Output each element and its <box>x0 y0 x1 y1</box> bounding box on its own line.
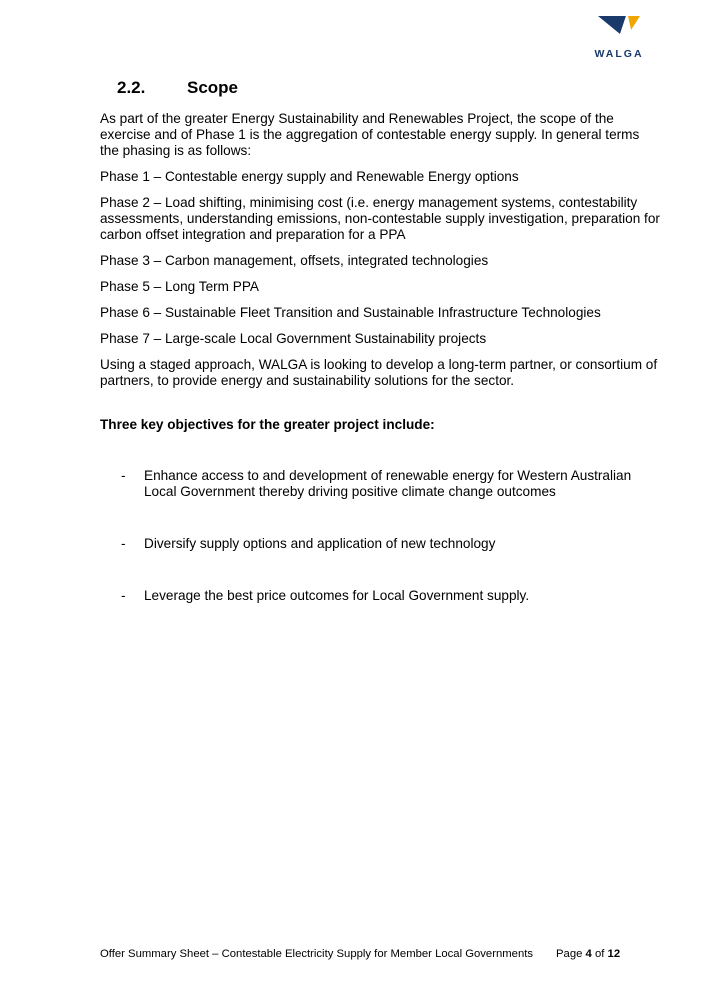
objective-text: Diversify supply options and application of new technology <box>144 536 496 551</box>
intro-paragraph: As part of the greater Energy Sustainability and Renewables Project, the scope of the exercise and of Phase 1 is the aggregation of contestable energy supply. In general terms the phasing is as follows: <box>100 111 640 158</box>
page-total: 12 <box>607 948 621 960</box>
objective-text: Leverage the best price outcomes for Local Government supply. <box>144 588 530 603</box>
main-content <box>100 111 660 604</box>
list-item <box>100 588 660 604</box>
page-current: 4 <box>585 948 592 960</box>
phase-3: Phase 3 – Carbon management, offsets, integrated technologies <box>100 253 489 268</box>
phase-2: Phase 2 – Load shifting, minimising cost (i.e. energy management systems, contestability assessments, understanding emissions, non-contestable supply investigation, preparation for carbon offset integration and preparation for a PPA <box>100 195 660 242</box>
section-number: 2.2. <box>117 78 146 97</box>
objectives-heading: Three key objectives for the greater project include: <box>100 417 435 432</box>
walga-logo <box>590 16 648 62</box>
page-number <box>556 948 620 960</box>
list-item <box>100 468 660 500</box>
footer-text: Offer Summary Sheet – Contestable Electricity Supply for Member Local Governments <box>100 948 534 960</box>
phase-1: Phase 1 – Contestable energy supply and Renewable Energy options <box>100 169 519 184</box>
phase-5: Phase 5 – Long Term PPA <box>100 279 259 294</box>
bullet-dash: - <box>121 468 126 483</box>
list-item <box>100 536 660 552</box>
objective-text: Enhance access to and development of renewable energy for Western Australian Local Government thereby driving positive climate change outcomes <box>144 468 632 499</box>
walga-logo-text: WALGA <box>594 48 644 60</box>
approach-paragraph: Using a staged approach, WALGA is looking to develop a long-term partner, or consortium of partners, to provide energy and sustainability solutions for the sector. <box>100 357 658 388</box>
phase-6: Phase 6 – Sustainable Fleet Transition and Sustainable Infrastructure Technologies <box>100 305 601 320</box>
section-heading <box>117 78 238 98</box>
page-footer <box>100 948 630 960</box>
objectives-list <box>100 468 660 604</box>
phase-7: Phase 7 – Large-scale Local Government Sustainability projects <box>100 331 487 346</box>
page-prefix: Page <box>556 948 586 960</box>
walga-logo-icon <box>598 16 640 44</box>
bullet-dash: - <box>121 588 126 603</box>
bullet-dash: - <box>121 536 126 551</box>
page-of: of <box>591 948 608 960</box>
section-title: Scope <box>187 78 239 97</box>
